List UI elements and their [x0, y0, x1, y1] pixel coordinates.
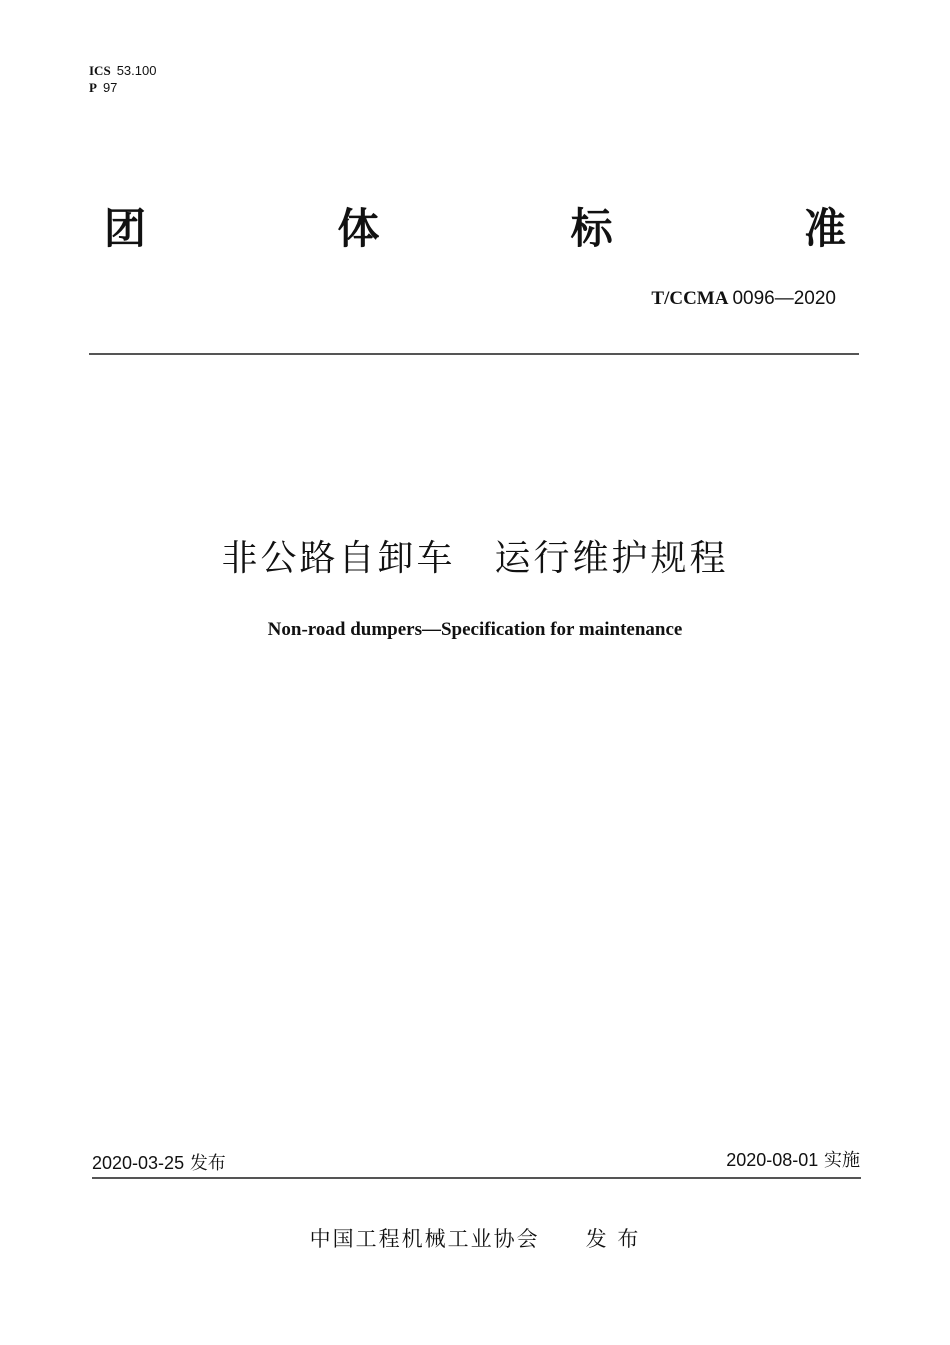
- standard-type-char: 标: [570, 204, 613, 253]
- issue-date: [92, 1149, 226, 1175]
- document-title-english: Non-road dumpers—Specification for maintenance: [267, 619, 683, 640]
- standard-type-char: 体: [337, 204, 380, 253]
- implementation-date-label: 实施: [824, 1150, 860, 1171]
- publisher-action: 发 布: [585, 1227, 641, 1251]
- ccs-label: P: [89, 80, 97, 95]
- ics-line: [89, 63, 156, 80]
- issue-date-value: 2020-03-25: [92, 1153, 185, 1173]
- standard-type-char: 团: [104, 204, 147, 253]
- header-divider: [89, 353, 859, 355]
- standard-code-number: 0096—2020: [732, 288, 836, 309]
- standard-type-char: 准: [803, 204, 846, 253]
- ics-value: 53.100: [116, 63, 157, 78]
- implementation-date: [726, 1146, 860, 1172]
- ccs-value: 97: [102, 80, 118, 95]
- classification-block: [89, 63, 156, 97]
- ics-label: ICS: [89, 63, 111, 78]
- issue-date-label: 发布: [189, 1153, 226, 1174]
- standard-code: [651, 287, 836, 310]
- publisher-line: [0, 1223, 950, 1253]
- standard-type-heading: [104, 196, 846, 256]
- standard-code-prefix: T/CCMA: [651, 288, 729, 309]
- footer-divider: [92, 1177, 861, 1179]
- publisher-name: 中国工程机械工业协会: [309, 1227, 540, 1251]
- ccs-line: [89, 80, 156, 97]
- implementation-date-value: 2020-08-01: [726, 1150, 819, 1170]
- document-title-chinese: 非公路自卸车 运行维护规程: [221, 538, 729, 579]
